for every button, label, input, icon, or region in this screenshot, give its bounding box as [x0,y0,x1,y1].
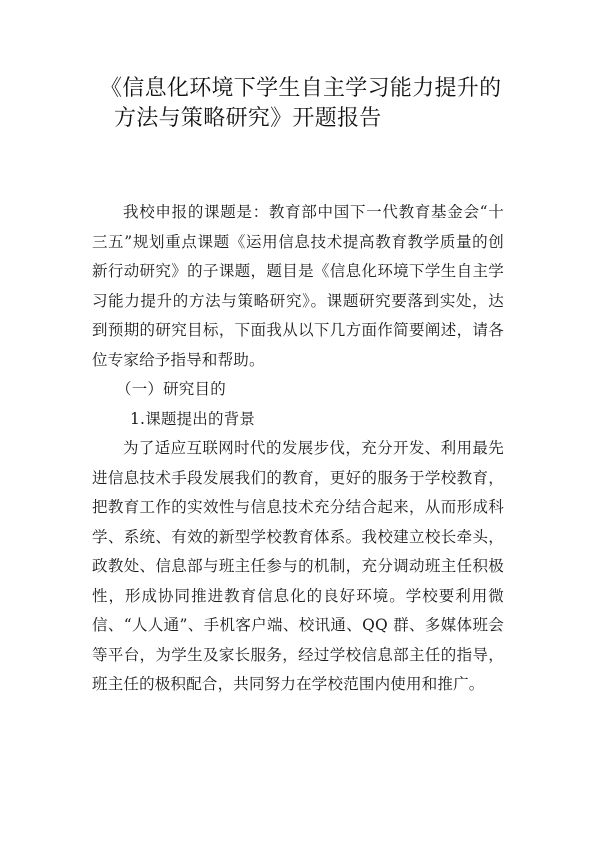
background-paragraph: 为了适应互联网时代的发展步伐，充分开发、利用最先进信息技术手段发展我们的教育，更好的服务于学校教育，把教育工作的实效性与信息技术充分结合起来，从而形成科学、系统、有效的新型学校教育体系。我校建立校长牵头，政教处、信息部与班主任参与的机制，充分调动班主任积极性，形成协同推进教育信息化的良好环境。学校要利用微信、“人人通”、手机客户端、校讯通、QQ 群、多媒体班会等平台，为学生及家长服务，经过学校信息部主任的指导，班主任的极积配合，共同努力在学校范围内使用和推广。 [92,439,504,693]
subsection-heading: 1.课题提出的背景 [130,409,256,428]
title-line-1: 《信息化环境下学生自主学习能力提升的 [100,76,502,101]
document-title [100,74,520,134]
section-heading: （一）研究目的 [116,380,226,398]
document-body [92,198,504,700]
title-line-2: 方法与策略研究》开题报告 [114,106,382,131]
intro-paragraph: 我校申报的课题是：教育部中国下一代教育基金会“十三五”规划重点课题《运用信息技术提高教育教学质量的创新行动研究》的子课题，题目是《信息化环境下学生自主学习能力提升的方法与策略研究》。课题研究要落到实处，达到预期的研究目标，下面我从以下几方面作简要阐述，请各位专家给予指导和帮助。 [92,203,504,369]
